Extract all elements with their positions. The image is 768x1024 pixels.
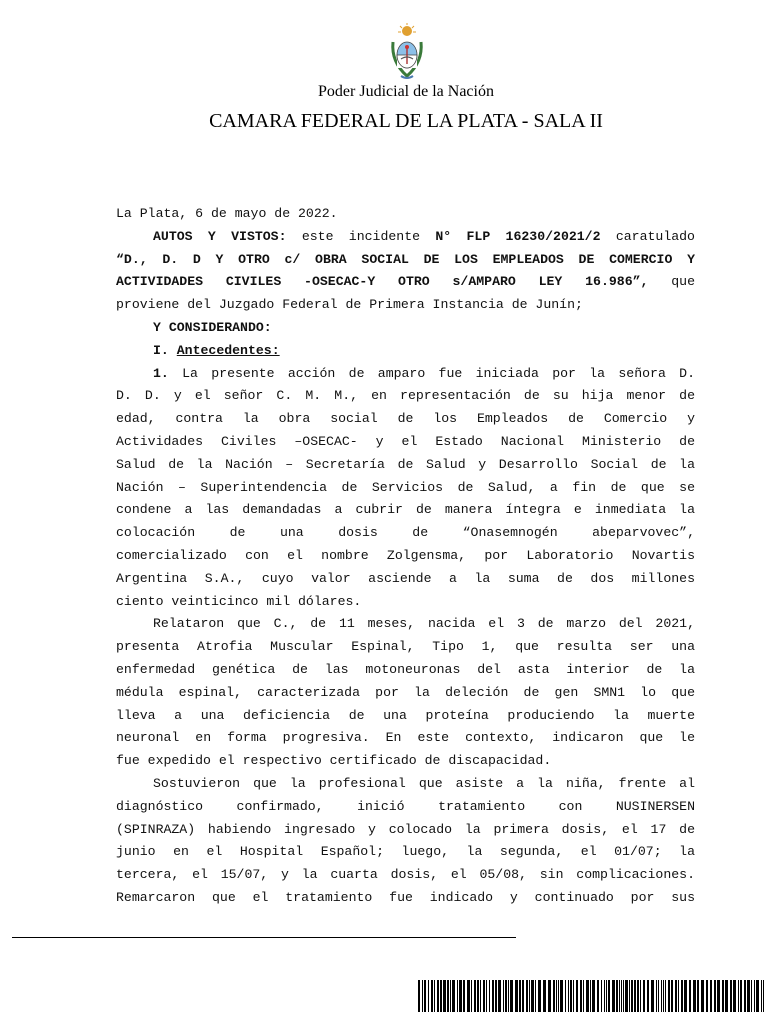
paragraph-1-line: 1. La presente acción de amparo fue iniciada por la señora D. [153,365,695,381]
autos-text: este incidente [286,228,436,244]
paragraph-3-line: tercera, el 15/07, y la cuarta dosis, el 05/08, sin complicaciones. [116,867,695,883]
caratula-tail: que [648,274,695,290]
paragraph-2-line: lleva a una deficiencia de una proteína produciendo la muerte [116,707,695,723]
paragraph-1-number: 1. [153,365,169,381]
paragraph-3-line: (SPINRAZA) habiendo ingresado y colocado la primera dosis, el 17 de [116,821,695,837]
date-line: La Plata, 6 de mayo de 2022. [116,206,338,221]
paragraph-2-line: enfermedad genética de las motoneuronas del asta interior de la [116,661,695,677]
section-title: Antecedentes: [176,342,280,358]
footnote-divider [12,937,516,938]
paragraph-3-line: junio en el Hospital Español; luego, la segunda, el 01/07; la [116,844,695,860]
autos-label: AUTOS Y VISTOS: [153,228,287,244]
considerando-heading [116,317,695,340]
paragraph-1-line: ciento veinticinco mil dólares. [116,593,362,609]
paragraph-2-line: Relataron que C., de 11 meses, nacida el 3 de marzo del 2021, [153,616,695,632]
paragraph-1-line: Salud de la Nación – Secretaría de Salud y Desarrollo Social de la [116,456,695,472]
expediente-number: N° FLP 16230/2021/2 [435,228,601,244]
considerando-label: Y CONSIDERANDO: [153,319,272,335]
paragraph-1-line: Nación – Superintendencia de Servicios de Salud, a fin de que se [116,479,695,495]
document-body [116,203,695,910]
barcode-icon [418,980,764,1012]
paragraph-2-line: fue expedido el respectivo certificado de discapacidad. [116,753,552,769]
paragraph-1-line: comercializado con el nombre Zolgensma, por Laboratorio Novartis [116,547,695,563]
paragraph-1-line: Actividades Civiles –OSECAC- y el Estado Nacional Ministerio de [116,433,695,449]
argentine-coat-of-arms-icon [385,22,429,82]
paragraph-3-line: Sostuvieron que la profesional que asiste a la niña, frente al [153,775,695,791]
paragraph-1-line: colocación de una dosis de “Onasemnogén abeparvovec”, [116,525,695,541]
paragraph-1-line: Argentina S.A., cuyo valor asciende a la suma de dos millones [116,570,695,586]
paragraph-3-line: diagnóstico confirmado, inició tratamiento con NUSINERSEN [116,798,695,814]
paragraph-2-line: médula espinal, caracterizada por la deleción de gen SMN1 lo que [116,684,695,700]
caratula-text-2: ACTIVIDADES CIVILES -OSECAC-Y OTRO s/AMPARO LEY 16.986”, [116,274,649,290]
section-number: I. [153,342,177,358]
paragraph-1-line: condene a las demandadas a cubrir de manera íntegra e inmediata la [116,502,695,518]
autos-y-vistos-line [116,226,695,249]
judicial-branch-title: Poder Judicial de la Nación [318,83,494,100]
proviene-line: proviene del Juzgado Federal de Primera Instancia de Junín; [116,297,583,313]
paragraph-1-line: D. D. y el señor C. M. M., en representación de su hija menor de [116,388,695,404]
paragraph-2-line: presenta Atrofia Muscular Espinal, Tipo 1, que resulta ser una [116,639,695,655]
paragraph-3-line: Remarcaron que el tratamiento fue indicado y continuado por sus [116,889,695,905]
paragraph-1-line: edad, contra la obra social de los Empleados de Comercio y [116,411,695,427]
caratula-line-2 [116,271,695,294]
caratula-text-1: “D., D. D Y OTRO c/ OBRA SOCIAL DE LOS EMPLEADOS DE COMERCIO Y [116,251,695,267]
court-name: CAMARA FEDERAL DE LA PLATA - SALA II [209,110,603,132]
caratula-line-1 [116,249,695,272]
autos-text-2: caratulado [600,228,695,244]
paragraph-2-line: neuronal en forma progresiva. En este contexto, indicaron que le [116,730,695,746]
section-heading [116,340,695,363]
